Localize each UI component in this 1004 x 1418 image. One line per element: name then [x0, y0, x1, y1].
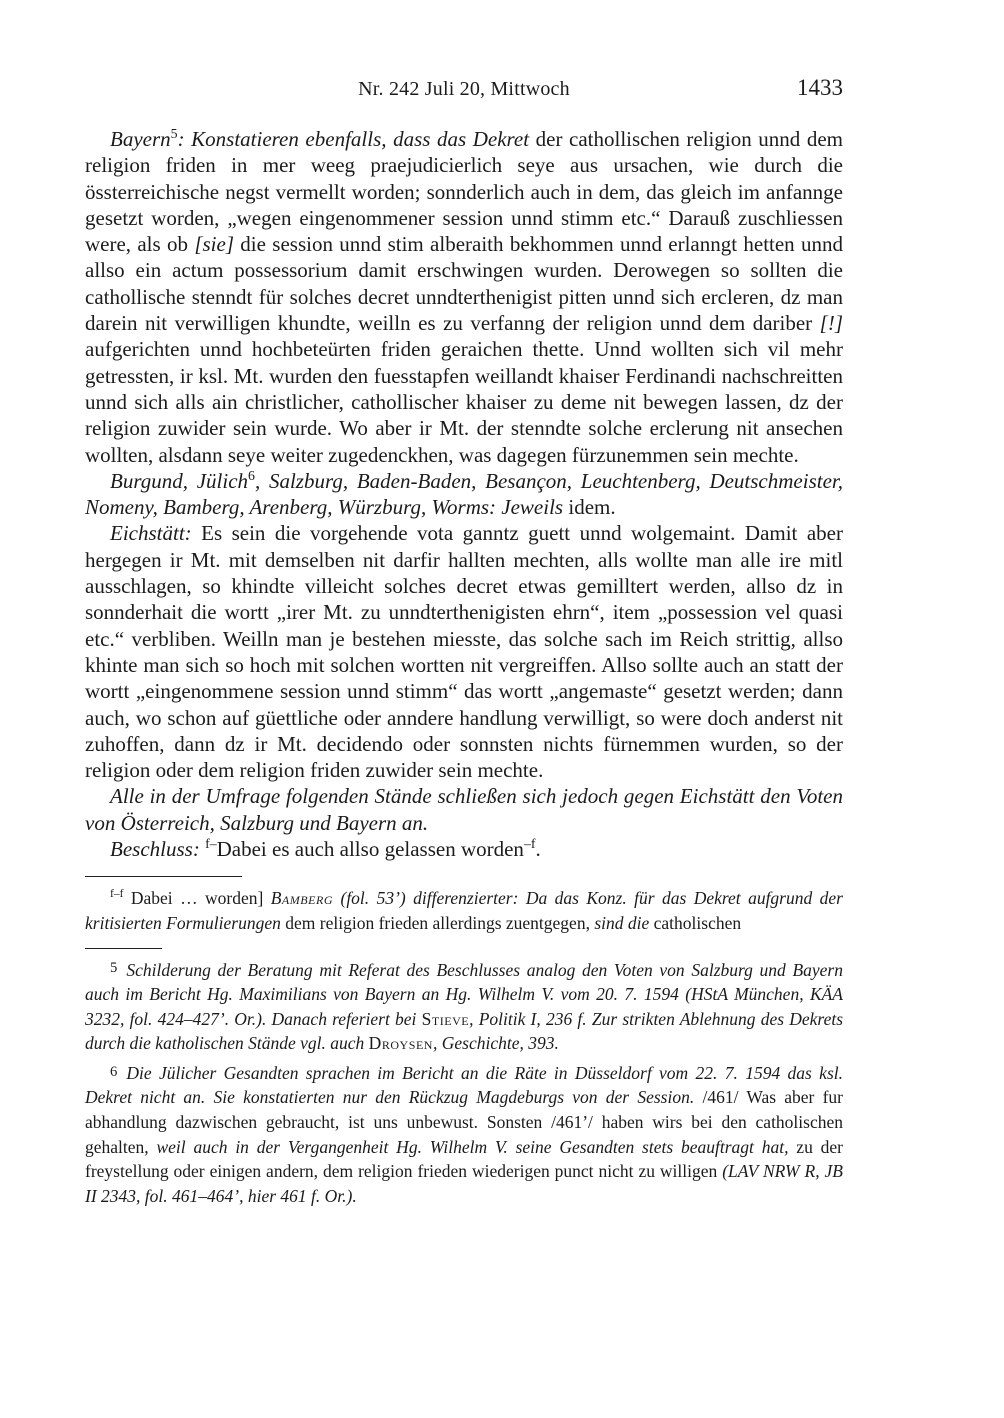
- paragraph-editorial-umfrage: [85, 783, 843, 836]
- text-segment-i: Alle in der Umfrage folgenden Stände schließen sich jedoch gegen Eichstätt den Voten von Österreich, Salzburg und Bayern an.: [85, 784, 843, 835]
- paragraph-votum-eichstaett: [85, 520, 843, 783]
- notes-area: [85, 876, 843, 1208]
- text-segment-i: [!]: [819, 311, 843, 336]
- text-segment-fnum: 6: [110, 1063, 118, 1080]
- text-segment-i: (LAV NRW R, JB II 2343, fol. 461–464’, hier 461 f. Or.).: [85, 1161, 843, 1206]
- text-segment-i: sind die: [594, 912, 654, 933]
- text-segment-sup: f–f: [110, 888, 124, 901]
- text-segment-r: aufgerichten unnd hochbeteürten friden geraichen thette. Unnd wollten sich vil mehr getressten, ir ksl. Mt. wurden den fuesstapfen weillandt khaiser Ferdinandi nachschreitten unnd sich alls ain christlicher, cathollischer khaiser zu deme nit bewegen lassen, dz der religion zuwider sein wurde. Wo aber ir Mt. der stenndte solche erclerung nit ansechen wollten, alsdann seye weiter zugedenckhen, was dagegen fürzunemmen sein mechte.: [85, 337, 843, 467]
- text-segment-r: Dabei es auch allso gelassen worden: [216, 837, 524, 862]
- text-segment-i: Bayern: [110, 127, 171, 151]
- text-segment-i: : Konstatieren ebenfalls, dass das Dekret: [177, 127, 530, 151]
- text-segment-r: Dabei … worden]: [123, 888, 271, 909]
- text-segment-sup: 5: [170, 126, 178, 141]
- text-segment-r: /461/ Was aber fur abhandlung dazwischen gebraucht, ist uns unbewust. Sonsten /461’/ haben wirs bei den catholischen gehalten,: [85, 1087, 844, 1157]
- critical-apparatus: [85, 886, 843, 935]
- paragraph-votum-bayern: [85, 126, 843, 468]
- text-segment-i: Burgund, Jülich: [110, 468, 249, 493]
- footnote-separator-rule: [85, 948, 162, 949]
- apparatus-separator-rule: [85, 876, 242, 877]
- main-text: [85, 126, 843, 862]
- text-segment-i: Die Jülicher Gesandten sprachen im Bericht an die Räte in Düsseldorf vom 22. 7. 1594 das ksl. Dekret nicht an. Sie konstatierten nur den Rückzug Magdeburgs von der Session.: [85, 1062, 843, 1108]
- text-segment-r: idem.: [563, 495, 616, 520]
- apparatus-note-f: [85, 886, 843, 935]
- text-segment-sc: Stieve: [421, 1008, 470, 1029]
- text-segment-sup: –f: [523, 836, 536, 852]
- text-segment-i: (fol. 53’) differenzierter: Da das Konz. für das Dekret aufgrund der kritisierten Formulierungen: [85, 888, 843, 933]
- text-segment-sup: 6: [248, 467, 255, 483]
- text-segment-i: , Salzburg, Baden-Baden, Besançon, Leuchtenberg, Deutschmeister, Nomeny, Bamberg, Arenberg, Würzburg, Worms: Jeweils: [85, 468, 843, 520]
- text-segment-r: Es sein die vorgehende vota ganntz guett unnd wolgemaint. Damit aber hergegen ir Mt. mit demselben nit darfir hallten mechten, alls wollte man alle ire mitl ausschlagen, so khindte villeicht solches decret etwas gemilltert werden, allso dz in sonnderhait die wortt „irer Mt. zu unndterthenigisten ehrn“, item „possession vel quasi etc.“ verbliben. Weilln man je bestehen miesste, das solche sach im Reich strittig, allso khinte man sich so hoch mit solchen wortten nit vergreiffen. Allso sollte auch an statt der wortt „eingenommene session unnd stimm“ das wortt „angemaste“ gesetzt werden; dann auch, wo schon auf güettliche oder anndere handlung verwilligt, so were doch anderst nit zuhoffen, dann dz ir Mt. decidendo oder sonnsten nichts fürnemmen wurden, so der religion oder dem religion friden zuwider sein mechte.: [85, 521, 843, 783]
- text-segment-fnum: 5: [110, 960, 118, 977]
- text-segment-i: Schilderung der Beratung mit Referat des Beschlusses analog den Voten von Salzburg und Bayern auch im Bericht Hg. Maximilians von Bayern an Hg. Wilhelm V. vom 20. 7. 1594 (HStA München, KÄA 3232, fol. 424–427’. Or.). Danach referiert bei: [85, 959, 843, 1029]
- text-segment-r: catholischen: [653, 912, 742, 933]
- text-segment-i: weil auch in der Vergangenheit Hg. Wilhelm V. seine Gesandten stets beauftragt hat,: [156, 1136, 797, 1157]
- footnotes: [85, 958, 843, 1209]
- text-segment-sup: f–: [205, 836, 217, 852]
- text-segment-r: dem religion frieden allerdings zuentgegen,: [285, 912, 595, 933]
- paragraph-beschluss: [85, 836, 843, 862]
- footnote-5: [85, 958, 843, 1056]
- text-segment-sc: Droysen: [368, 1033, 433, 1054]
- text-segment-i: , Geschichte, 393.: [433, 1033, 559, 1054]
- text-segment-i: Beschluss:: [110, 837, 200, 862]
- text-segment-sci: Bamberg: [270, 888, 334, 909]
- page-number: 1433: [797, 75, 843, 100]
- running-title: Nr. 242 Juli 20, Mittwoch: [358, 78, 570, 100]
- text-segment-i: [sie]: [194, 232, 234, 257]
- page-header: [85, 75, 843, 108]
- text-segment-i: Eichstätt:: [110, 521, 192, 546]
- footnote-6: [85, 1061, 843, 1209]
- text-segment-r: zu der freystellung oder einigen andern, dem religion frieden wiederigen punct nicht zu willigen: [85, 1136, 843, 1182]
- paragraph-votum-idem: [85, 468, 843, 521]
- text-segment-r: die session unnd stim alberaith bekhommen unnd erlanngt hetten unnd allso ein actum possessorium damit erschwingen wurden. Derowegen so sollten die cathollische stenndt für solches decret unndterthenigist pitten unnd sich ercleren, dz man darein nit verwilligen khundte, weilln es zu verfanng der religion unnd dem dariber: [85, 232, 843, 336]
- text-segment-i: , Politik I, 236 f. Zur strikten Ablehnung des Dekrets durch die katholischen Stände vgl. auch: [85, 1008, 844, 1054]
- text-segment-r: .: [535, 837, 541, 862]
- text-segment-r: der cathollischen religion unnd dem religion friden in mer weeg praejudicierlich seye aus ursachen, wie durch die össterreichische negst vermellt worden; sonnderlich auch in dem, das gleich im anfannge gesetzt worden, „wegen eingenommener session unnd stimm etc.“ Darauß zuschliessen were, als ob: [85, 127, 843, 257]
